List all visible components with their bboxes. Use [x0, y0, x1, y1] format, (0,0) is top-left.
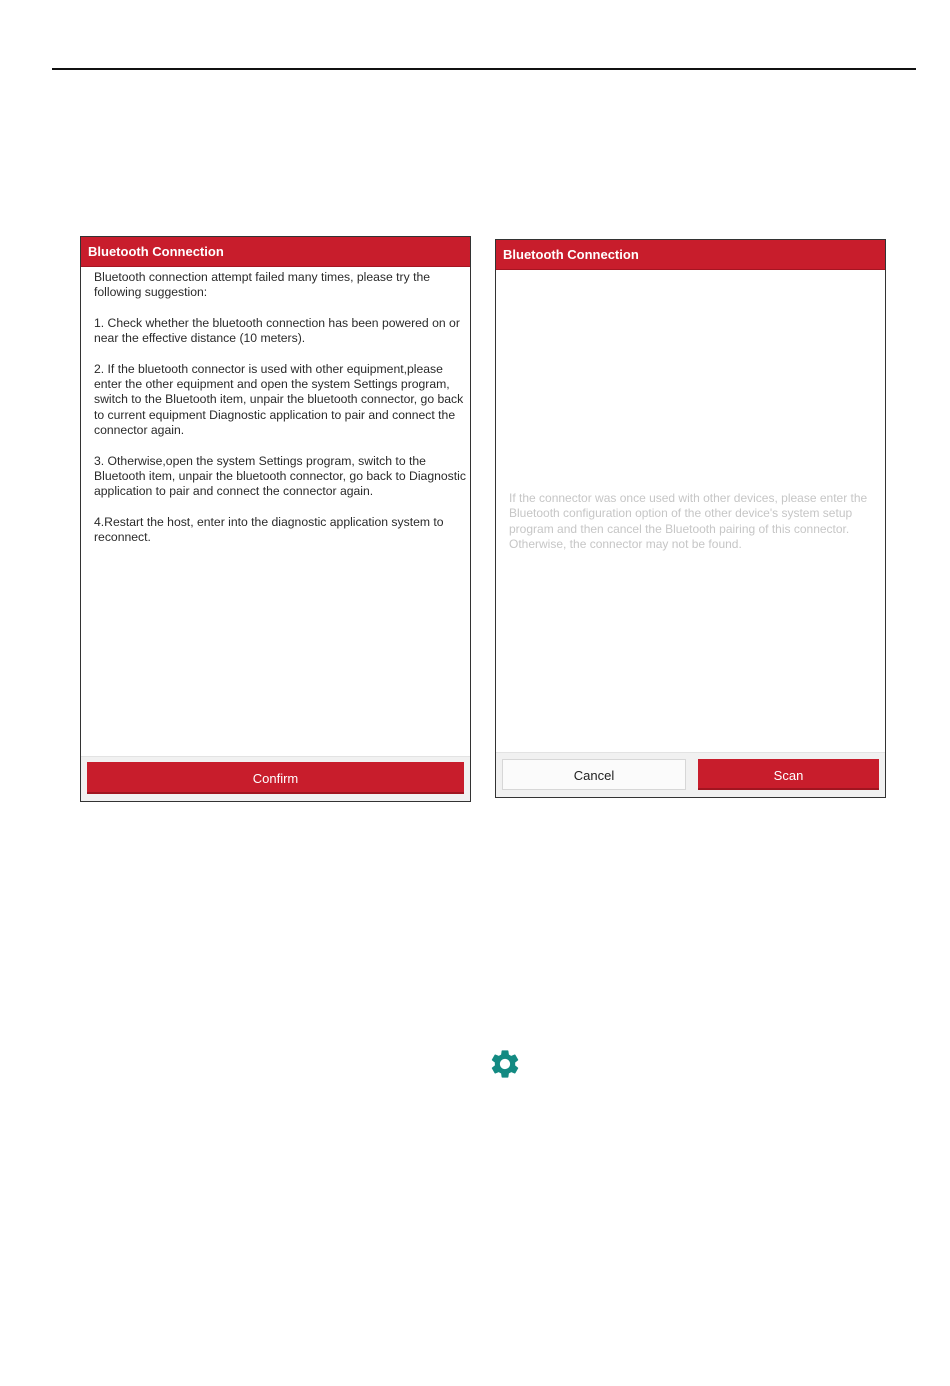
suggestion-4: 4.Restart the host, enter into the diagnostic application system to reconnect.	[94, 514, 444, 545]
suggestion-1: 1. Check whether the bluetooth connection has been powered on or near the effective distance (10 meters).	[94, 315, 460, 346]
scan-button[interactable]: Scan	[698, 759, 879, 790]
confirm-button[interactable]: Confirm	[87, 762, 464, 794]
message-intro: Bluetooth connection attempt failed many times, please try the following suggestion:	[94, 270, 431, 300]
page-top-rule	[52, 68, 916, 70]
dialog-content	[496, 270, 885, 756]
gear-icon	[488, 1047, 522, 1081]
dialog-title: Bluetooth Connection	[81, 237, 470, 267]
bluetooth-failed-dialog	[80, 236, 471, 802]
dialog-title: Bluetooth Connection	[496, 240, 885, 270]
cancel-button[interactable]: Cancel	[502, 759, 686, 790]
dialog-button-bar	[81, 756, 470, 801]
suggestion-3: 3. Otherwise,open the system Settings program, switch to the Bluetooth item, unpair the bluetooth connector, go back to Diagnostic application to pair and connect the connector again.	[94, 453, 466, 499]
bluetooth-scan-dialog	[495, 239, 886, 798]
suggestion-2: 2. If the bluetooth connector is used with other equipment,please enter the other equipment and open the system Settings program, switch to the Bluetooth item, unpair the bluetooth connector, go back to current equipment Diagnostic application to pair and connect the connector again.	[94, 361, 464, 437]
pairing-hint-text: If the connector was once used with other devices, please enter the Bluetooth configuration option of the other device's system setup program and then cancel the Bluetooth pairing of this connector. Otherwise, the connector may not be found.	[509, 491, 868, 552]
dialog-button-bar	[496, 752, 885, 797]
dialog-message	[81, 267, 470, 561]
